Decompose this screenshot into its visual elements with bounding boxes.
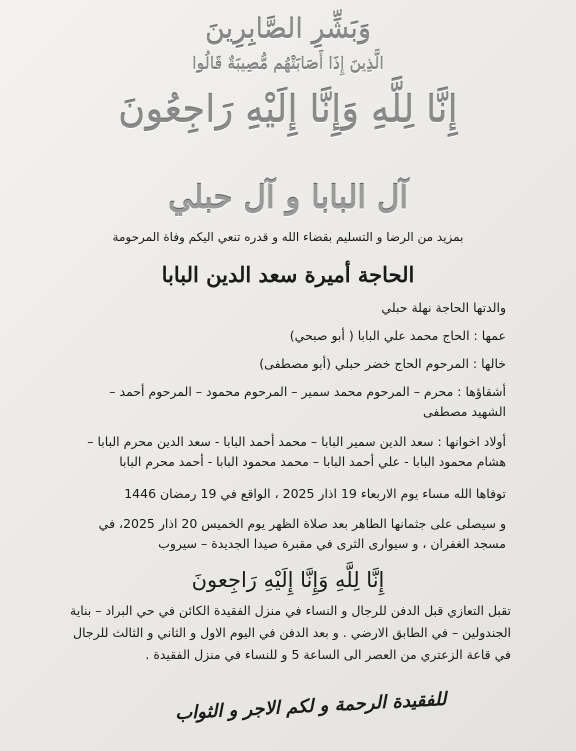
intro-text: بمزيد من الرضا و التسليم بقضاء الله و قدره تنعي اليكم وفاة المرحومة	[112, 230, 464, 244]
quran-verse-line-2: الَّذِينَ إِذَا أَصَابَتْهُم مُّصِيبَةٌ قَالُوا	[192, 54, 384, 73]
mother-line: والدتها الحاجة نهلة حبلي	[381, 300, 506, 315]
closing-phrase: للفقيدة الرحمة و لكم الاجر و الثواب	[174, 688, 447, 725]
deceased-name: الحاجة أميرة سعد الدين البابا	[161, 262, 415, 287]
death-notice: توفاها الله مساء يوم الاربعاء 19 اذار 2025 ، الواقع في 19 رمضان 1446	[124, 486, 506, 501]
closing-quran-verse: إِنَّا لِلَّهِ وَإِنَّا إِلَيْهِ رَاجِعونَ	[191, 568, 385, 592]
quran-verse-line-3: إِنَّا لِلَّهِ وَإِنَّا إِلَيْهِ رَاجِعُونَ	[118, 88, 458, 131]
siblings-line: أشقاؤها : محرم – المرحوم محمد سمير – المرحوم محمود – المرحوم أحمد – الشهيد مصطفى	[109, 384, 506, 419]
maternal-uncle-line: خالها : المرحوم الحاج خضر حبلي (أبو مصطفى)	[259, 356, 506, 371]
paternal-uncle-line: عمها : الحاج محمد علي البابا ( أبو صبحي)	[289, 328, 506, 343]
nephews-line: أولاد اخوانها : سعد الدين سمير البابا – محمد أحمد البابا - سعد الدين محرم البابا – هشام محمود البابا - علي أحمد البابا – محمد محمود البابا - أحمد محرم البابا	[87, 434, 506, 469]
funeral-prayer-notice: و سيصلى على جثمانها الطاهر بعد صلاة الظهر يوم الخميس 20 اذار 2025، في مسجد الغفران ، و سيوارى الثرى في مقبرة صيدا الجديدة – سيروب	[98, 516, 506, 551]
families-heading: آل البابا و آل حبلي	[168, 180, 408, 216]
condolences-notice: تقبل التعازي قبل الدفن للرجال و النساء في منزل الفقيدة الكائن في حي البراد – بناية الجندولين – في الطابق الارضي . و بعد الدفن في اليوم الاول و الثاني و الثالث للرجال في قاعة الزعتري من العصر الى الساعة 5 و للنساء في منزل الفقيدة .	[70, 603, 511, 662]
quran-verse-line-1: وَبَشِّرِ الصَّابِرِينَ	[205, 14, 371, 45]
